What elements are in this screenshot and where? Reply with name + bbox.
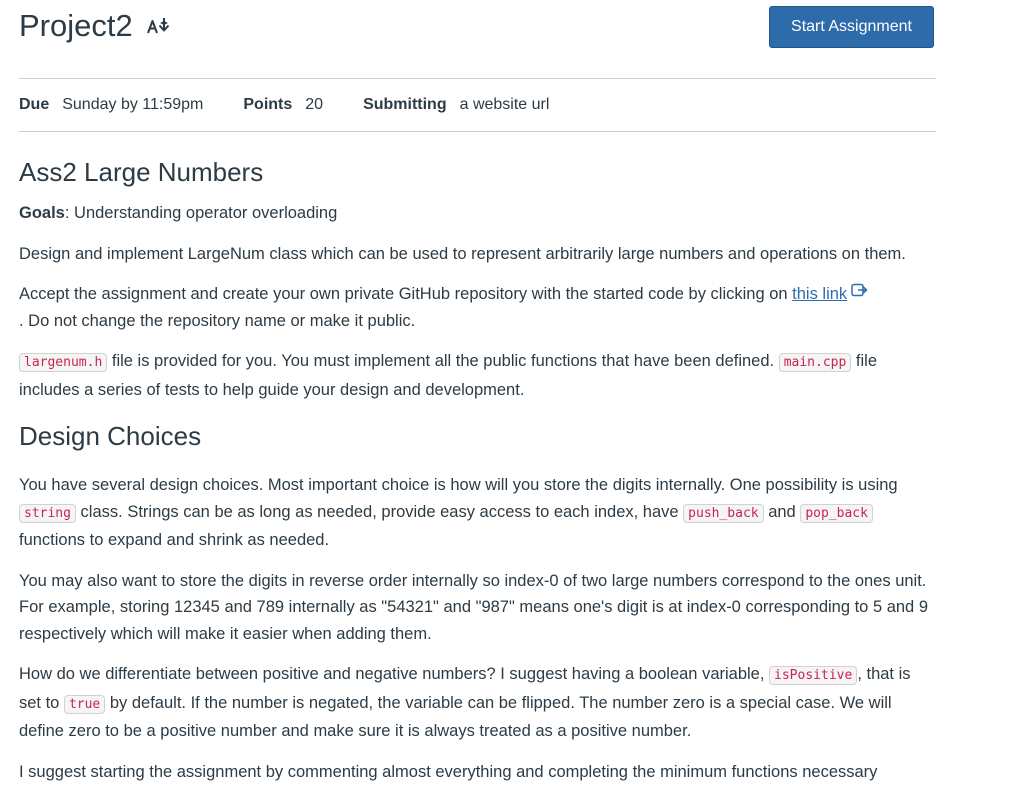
sign-paragraph [19,661,936,745]
sign-text-1: How do we differentiate between positive and negative numbers? I suggest having a boolean variable, [19,665,770,684]
choices-text-4: functions to expand and shrink as needed. [19,531,330,550]
goals-text: : Understanding operator overloading [64,204,338,222]
choices-paragraph [19,472,936,554]
code-ispositive: isPositive [769,666,857,685]
files-text-1: file is provided for you. You must implement all the public functions that have been defined. [107,352,779,371]
reverse-paragraph: You may also want to store the digits in reverse order internally so index-0 of two large numbers correspond to the ones unit. For example, storing 12345 and 789 internally as "54321" and "987" means one's digit is at index-0 corresponding to 5 and 9 respectively which will make it easier when adding them. [19,571,928,643]
goals-paragraph [19,200,936,227]
page-title-text: Project2 [19,8,133,43]
design-choices-heading: Design Choices [19,421,202,452]
submitting-value: a website url [459,95,550,113]
immersive-reader-icon[interactable] [147,5,171,45]
start-assignment-button[interactable]: Start Assignment [769,6,934,48]
choices-text-3: and [763,502,801,521]
code-main: main.cpp [779,353,852,372]
sign-text-2: , that is set to [19,665,911,712]
accept-text-before: Accept the assignment and create your own private GitHub repository with the started code by clicking on [19,285,793,303]
code-largenum: largenum.h [19,353,107,372]
external-link-icon [851,279,868,306]
points-value: 20 [305,95,324,113]
design-paragraph: Design and implement LargeNum class which can be used to represent arbitrarily large numbers and operations on them. [19,244,906,263]
assignment-details [19,78,936,132]
code-true: true [64,695,105,714]
page-title [19,6,171,48]
points-detail [243,96,323,114]
due-detail [19,96,203,114]
sign-text-3: by default. If the number is negated, the variable can be flipped. The number zero is a special case. We will define zero to be a positive number and make sure it is always treated as a positive number. [19,693,892,741]
submitting-label: Submitting [363,95,447,113]
code-push-back: push_back [683,504,763,523]
description-heading: Ass2 Large Numbers [19,157,264,187]
files-paragraph [19,348,936,403]
files-text-2: file includes a series of tests to help guide your design and development. [19,352,878,399]
assignment-header [19,0,936,79]
due-label: Due [19,95,50,113]
accept-paragraph [19,281,936,334]
code-pop-back: pop_back [800,504,873,523]
choices-text-1: You have several design choices. Most important choice is how will you store the digits internally. One possibility is using [19,476,898,495]
this-link[interactable]: this link [792,285,848,303]
points-label: Points [243,95,293,113]
choices-text-2: class. Strings can be as long as needed, provide easy access to each index, have [75,502,684,521]
due-value: Sunday by 11:59pm [62,95,204,113]
submitting-detail [363,96,549,114]
goals-label: Goals [19,204,65,222]
code-string: string [19,504,76,523]
assignment-description [19,131,936,785]
suggest-paragraph: I suggest starting the assignment by commenting almost everything and completing the minimum functions necessary [19,762,878,781]
accept-text-after: . Do not change the repository name or make it public. [19,311,416,330]
